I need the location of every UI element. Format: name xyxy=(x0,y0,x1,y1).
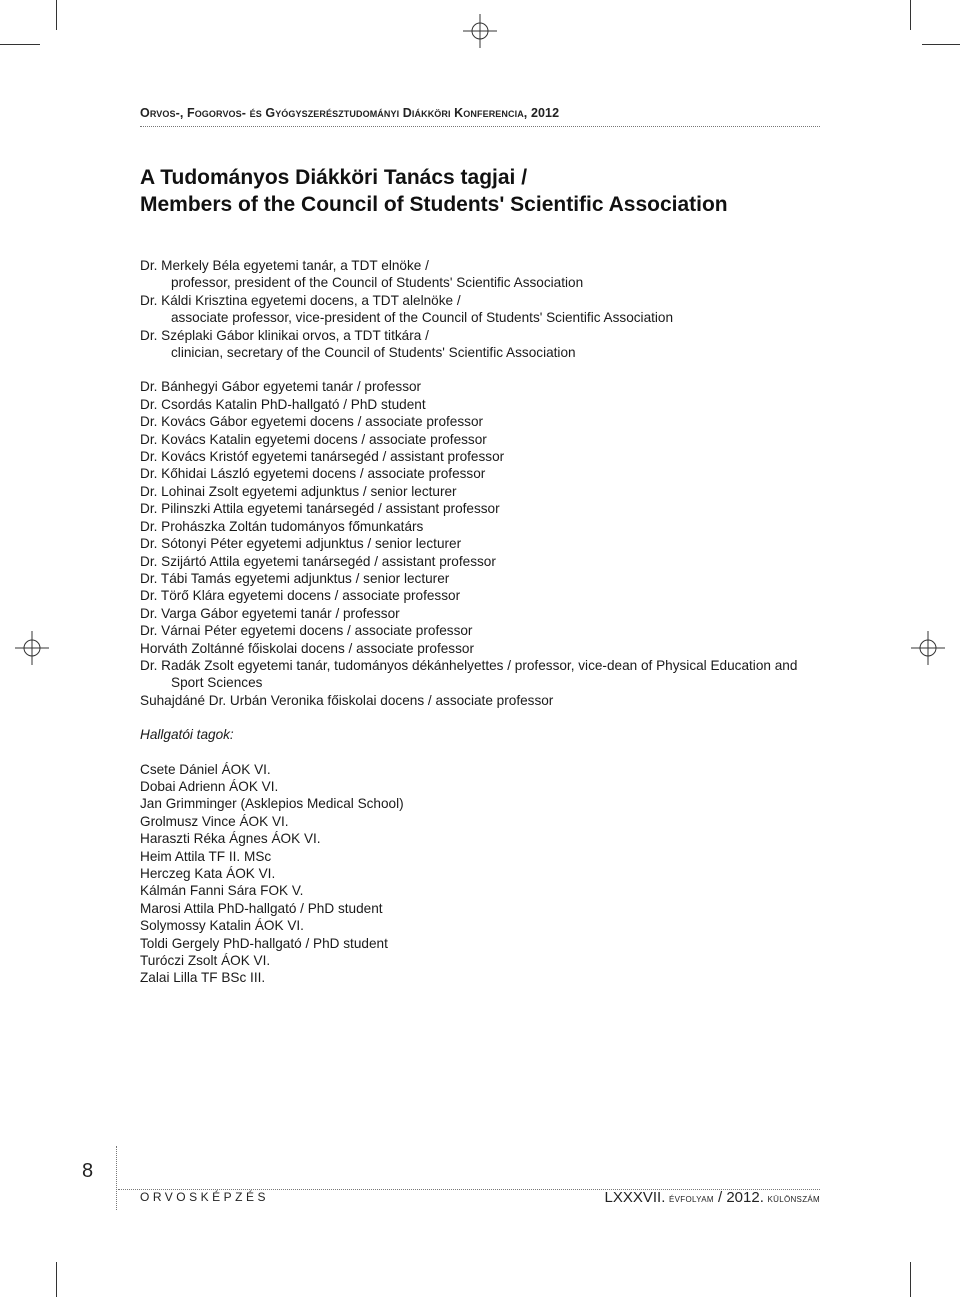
list-item: Dr. Radák Zsolt egyetemi tanár, tudományos dékánhelyettes / professor, vice-dean of Physical Education and Sport Sciences xyxy=(140,657,798,691)
officer-role: professor, president of the Council of Students' Scientific Association xyxy=(171,275,584,291)
student-item: Grolmusz Vince ÁOK VI. xyxy=(140,813,289,829)
page-title-line-2: Members of the Council of Students' Scientific Association xyxy=(140,193,728,216)
journal-name: ORVOSKÉPZÉS xyxy=(140,1190,269,1204)
running-head: Orvos-, Fogorvos- és Gyógyszerésztudományi Diákköri Konferencia, 2012 xyxy=(140,106,820,127)
list-item: Dr. Várnai Péter egyetemi docens / associate professor xyxy=(140,623,473,639)
list-item: Suhajdáné Dr. Urbán Veronika főiskolai docens / associate professor xyxy=(140,692,554,708)
student-item: Heim Attila TF II. MSc xyxy=(140,848,272,864)
student-item: Jan Grimminger (Asklepios Medical School) xyxy=(140,796,404,812)
officer-role: associate professor, vice-president of the Council of Students' Scientific Association xyxy=(171,310,674,326)
student-item: Marosi Attila PhD-hallgató / PhD student xyxy=(140,900,383,916)
officer-entry xyxy=(140,327,820,362)
student-item: Kálmán Fanni Sára FOK V. xyxy=(140,883,304,899)
student-item: Dobai Adrienn ÁOK VI. xyxy=(140,778,279,794)
page-number: 8 xyxy=(82,1160,94,1182)
student-item: Solymossy Katalin ÁOK VI. xyxy=(140,918,304,934)
volume-separator: / xyxy=(713,1189,727,1206)
list-item: Dr. Pilinszki Attila egyetemi tanársegéd / assistant professor xyxy=(140,501,500,517)
student-item: Toldi Gergely PhD-hallgató / PhD student xyxy=(140,935,388,951)
officer-name: Dr. Merkely Béla egyetemi tanár, a TDT elnöke / xyxy=(140,258,429,273)
officer-name: Dr. Széplaki Gábor klinikai orvos, a TDT titkára / xyxy=(140,327,429,343)
volume-number: LXXXVII. xyxy=(604,1189,666,1206)
list-item: Dr. Kovács Kristóf egyetemi tanársegéd / assistant professor xyxy=(140,449,505,465)
list-item: Dr. Szijártó Attila egyetemi tanársegéd / assistant professor xyxy=(140,553,496,569)
volume-info xyxy=(605,1189,820,1206)
student-item: Zalai Lilla TF BSc III. xyxy=(140,970,266,986)
list-item: Dr. Varga Gábor egyetemi tanár / professor xyxy=(140,605,400,621)
volume-label: évfolyam xyxy=(669,1193,714,1205)
page-title-line-1: A Tudományos Diákköri Tanács tagjai / xyxy=(140,166,528,189)
students-heading: Hallgatói tagok: xyxy=(140,727,234,743)
registration-mark-icon xyxy=(15,631,49,665)
list-item: Dr. Bánhegyi Gábor egyetemi tanár / professor xyxy=(140,379,422,395)
footer-divider xyxy=(116,1146,117,1210)
list-item: Dr. Prohászka Zoltán tudományos főmunkatárs xyxy=(140,518,424,534)
list-item: Dr. Kovács Katalin egyetemi docens / associate professor xyxy=(140,431,487,447)
officer-entry xyxy=(140,292,820,327)
member-list xyxy=(140,257,820,987)
volume-year: 2012. xyxy=(726,1189,764,1206)
spacer xyxy=(140,361,820,378)
list-item: Horváth Zoltánné főiskolai docens / associate professor xyxy=(140,640,474,656)
list-item: Dr. Csordás Katalin PhD-hallgató / PhD student xyxy=(140,396,426,412)
student-item: Herczeg Kata ÁOK VI. xyxy=(140,866,276,881)
officer-entry xyxy=(140,257,820,292)
list-item: Dr. Kovács Gábor egyetemi docens / associate professor xyxy=(140,414,484,430)
list-item: Dr. Kőhidai László egyetemi docens / associate professor xyxy=(140,466,486,482)
volume-special: különszám xyxy=(767,1193,820,1205)
student-item: Turóczi Zsolt ÁOK VI. xyxy=(140,953,271,969)
page-title xyxy=(140,164,728,218)
student-item: Csete Dániel ÁOK VI. xyxy=(140,761,271,777)
list-item: Dr. Tábi Tamás egyetemi adjunktus / senior lecturer xyxy=(140,570,450,586)
registration-mark-icon xyxy=(463,14,497,48)
list-item: Dr. Sótonyi Péter egyetemi adjunktus / senior lecturer xyxy=(140,536,462,552)
list-item: Dr. Törő Klára egyetemi docens / associate professor xyxy=(140,588,461,604)
officer-name: Dr. Káldi Krisztina egyetemi docens, a TDT alelnöke / xyxy=(140,292,461,308)
registration-mark-icon xyxy=(911,631,945,665)
student-item: Haraszti Réka Ágnes ÁOK VI. xyxy=(140,831,321,847)
officer-role: clinician, secretary of the Council of Students' Scientific Association xyxy=(171,345,576,361)
list-item: Dr. Lohinai Zsolt egyetemi adjunktus / senior lecturer xyxy=(140,483,457,499)
